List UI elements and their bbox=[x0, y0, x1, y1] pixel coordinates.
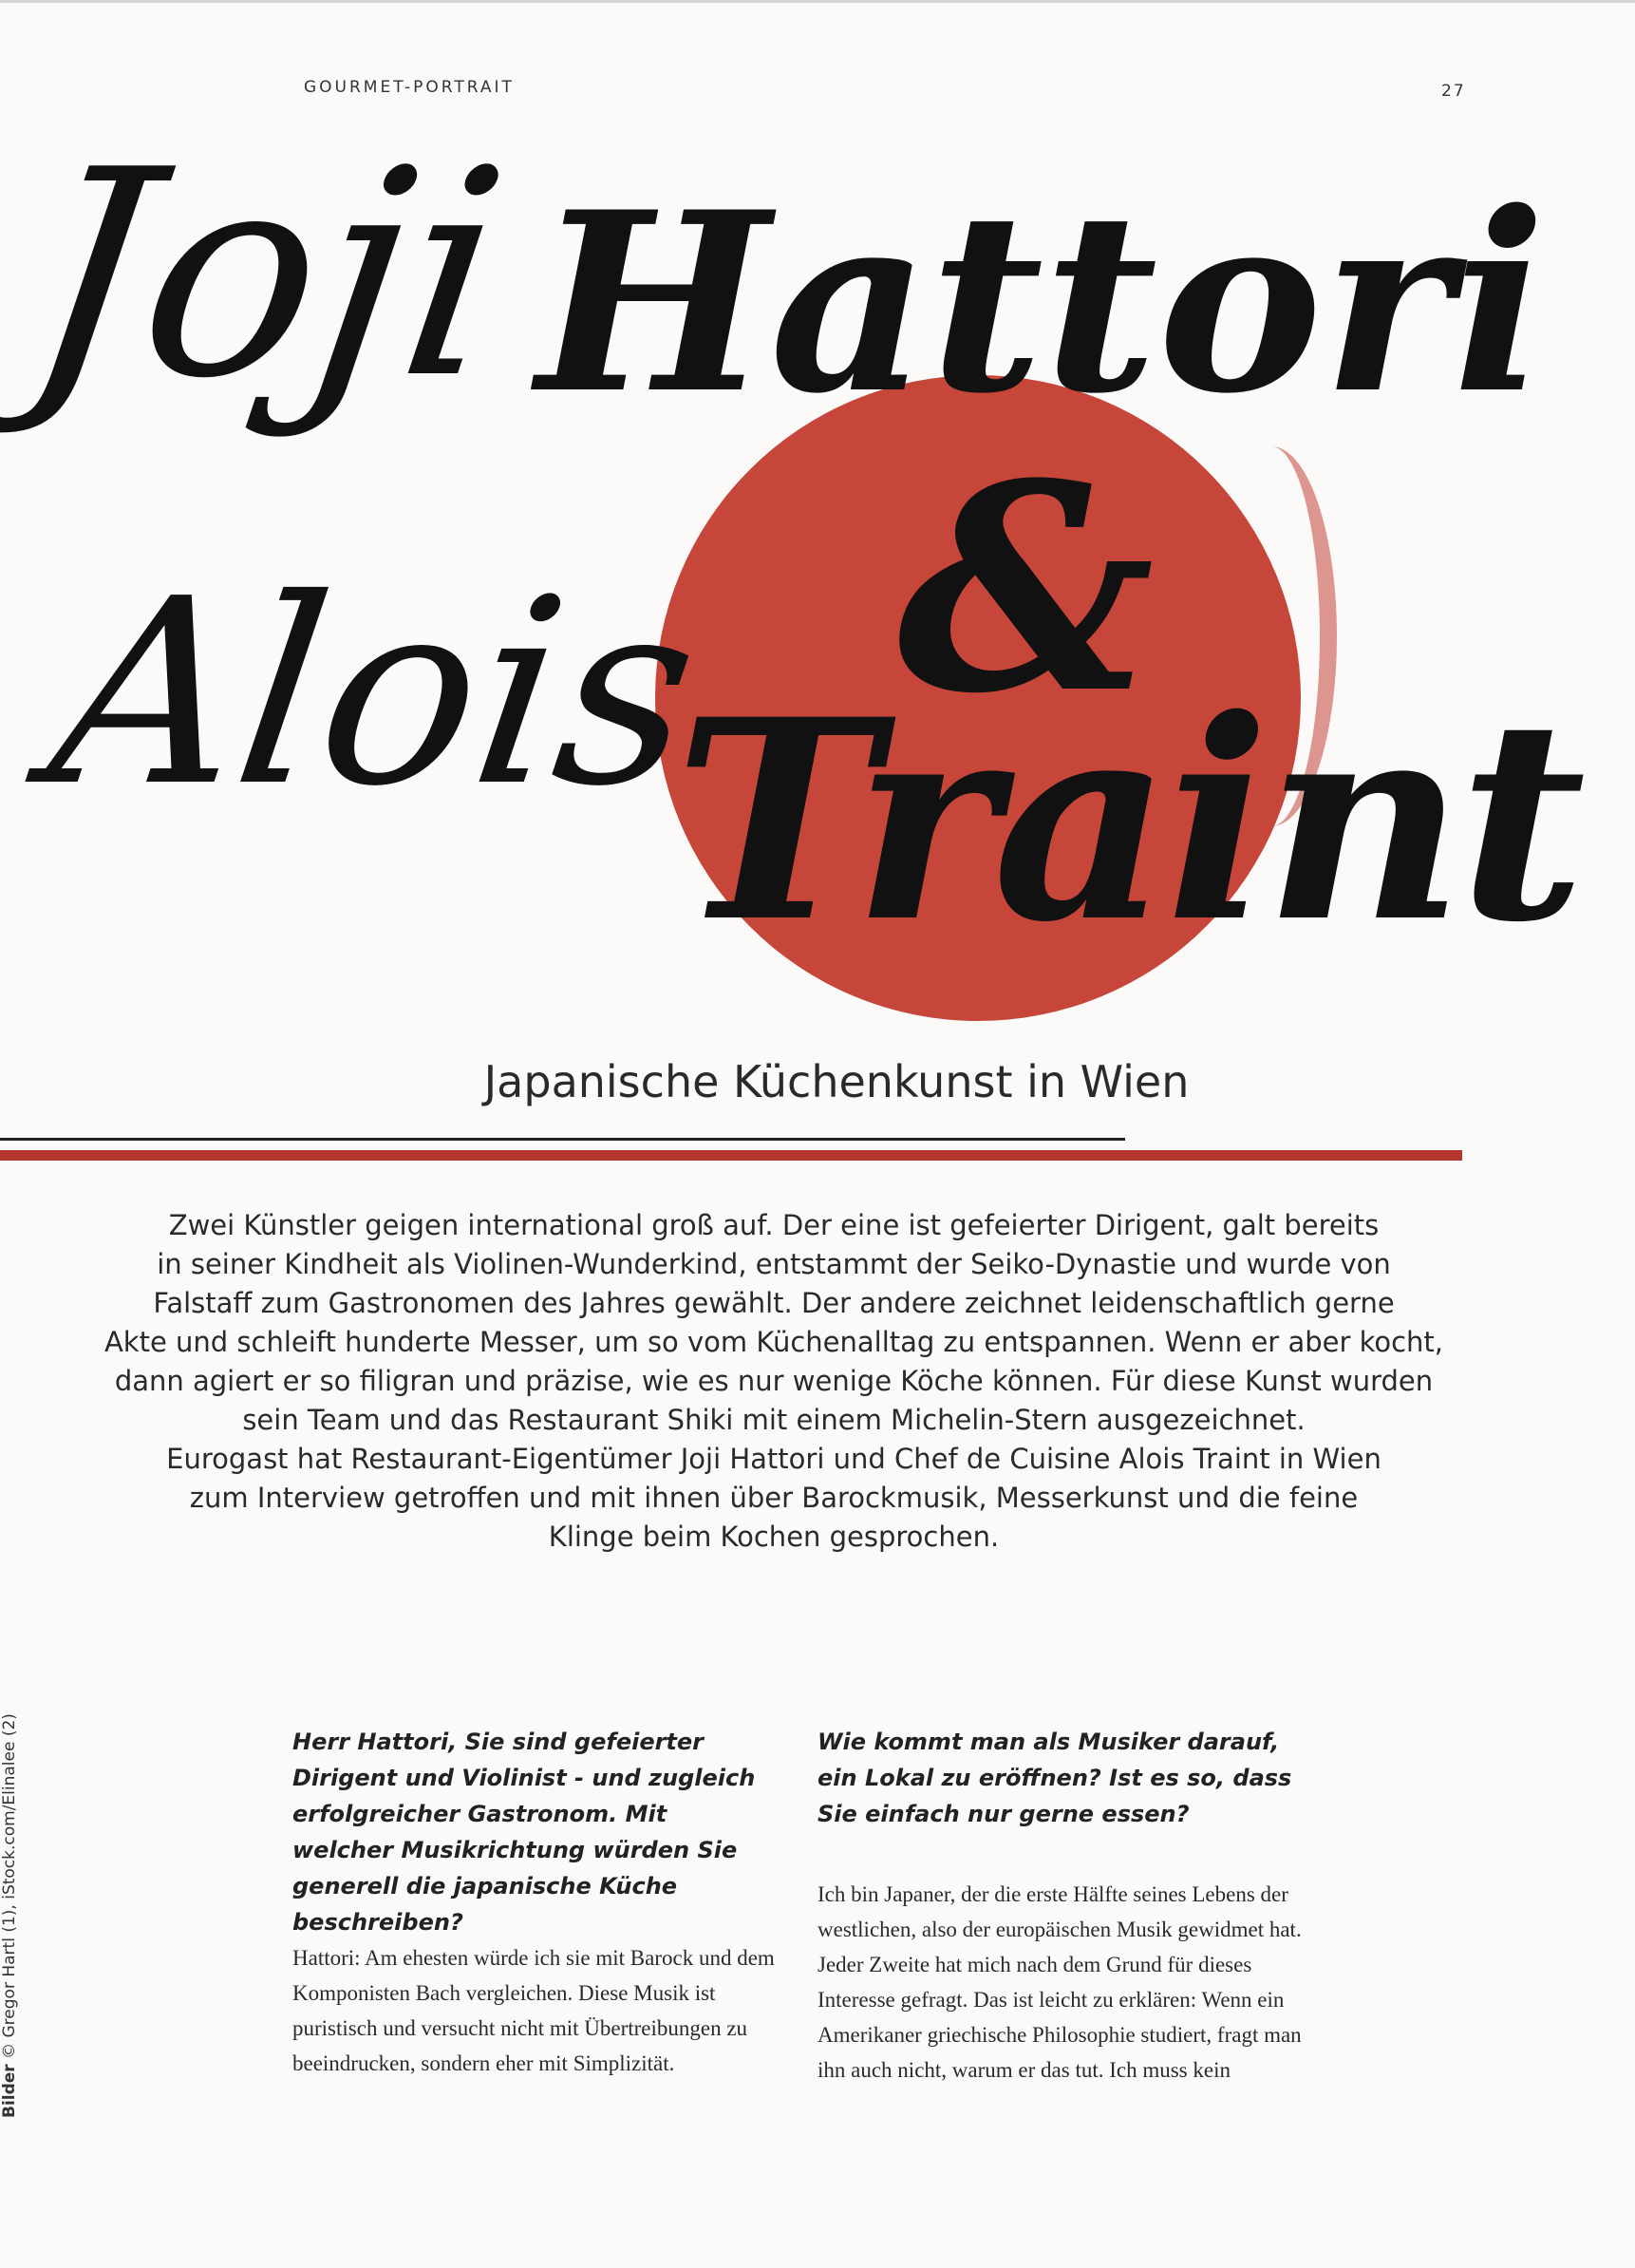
headline-hattori: Hattori bbox=[536, 159, 1547, 448]
photo-credit-label: Bilder bbox=[0, 2064, 19, 2118]
interview-question-1: Herr Hattori, Sie sind gefeierter Dirigent und Violinist - und zugleich erfolgreicher Gastronom. Mit welcher Musikrichtung würden Sie generell die japanische Küche beschreiben? bbox=[292, 1729, 756, 1936]
lead-line: Akte und schleift hunderte Messer, um so vom Küchenalltag zu entspannen. Wenn er aber kocht, bbox=[103, 1326, 1444, 1358]
section-label: GOURMET-PORTRAIT bbox=[304, 78, 515, 97]
divider-rule bbox=[0, 1138, 1125, 1141]
lead-line: in seiner Kindheit als Violinen-Wunderkind, entstammt der Seiko-Dynastie und wurde von bbox=[157, 1248, 1391, 1280]
lead-line: Zwei Künstler geigen international groß auf. Der eine ist gefeierter Dirigent, galt bereits bbox=[168, 1209, 1380, 1241]
lead-line: dann agiert er so filigran und präzise, wie es nur wenige Köche können. Für diese Kunst wurden bbox=[114, 1365, 1434, 1397]
headline-ampersand: & bbox=[897, 421, 1155, 756]
headline-joji: Joji bbox=[9, 109, 522, 441]
interview-question-2: Wie kommt man als Musiker darauf, ein Lokal zu eröffnen? Ist es so, dass Sie einfach nur gerne essen? bbox=[818, 1729, 1292, 1827]
lead-line: sein Team und das Restaurant Shiki mit einem Michelin-Stern ausgezeichnet. bbox=[242, 1404, 1306, 1436]
interview-answer-1: Hattori: Am ehesten würde ich sie mit Barock und dem Komponisten Bach vergleichen. Diese Musik ist puristisch und versucht nicht mit Übertreibungen zu beeindrucken, sondern eher mit Simplizität. bbox=[292, 1946, 775, 2075]
photo-credit bbox=[0, 1624, 28, 2118]
article-subtitle: Japanische Küchenkunst in Wien bbox=[483, 1056, 1190, 1107]
lead-line: zum Interview getroffen und mit ihnen über Barockmusik, Messerkunst und die feine bbox=[189, 1482, 1359, 1514]
lead-line: Falstaff zum Gastronomen des Jahres gewählt. Der andere zeichnet leidenschaftlich gerne bbox=[153, 1287, 1395, 1319]
lead-line: Eurogast hat Restaurant-Eigentümer Joji Hattori und Chef de Cuisine Alois Traint in Wien bbox=[166, 1443, 1381, 1475]
headline-alois: Alois bbox=[35, 543, 714, 842]
headline-traint: Traint bbox=[674, 660, 1581, 983]
photo-credit-text: © Gregor Hartl (1), iStock.com/Elinalee (2) bbox=[0, 1713, 19, 2059]
lead-line: Klinge beim Kochen gesprochen. bbox=[548, 1521, 1000, 1553]
red-divider-bar bbox=[0, 1150, 1462, 1161]
page-number: 27 bbox=[1441, 82, 1466, 101]
page-edge bbox=[0, 0, 1635, 3]
lead-paragraph bbox=[85, 1206, 1462, 1557]
interview-answer-2: Ich bin Japaner, der die erste Hälfte seines Lebens der westlichen, also der europäischen Musik gewidmet hat. Jeder Zweite hat mich nach dem Grund für dieses Interesse gefragt. Das ist leicht zu erklären: Wenn ein Amerikaner griechische Philosophie studiert, fragt man ihn auch nicht, warum er das tut. Ich muss kein bbox=[818, 1882, 1302, 2082]
